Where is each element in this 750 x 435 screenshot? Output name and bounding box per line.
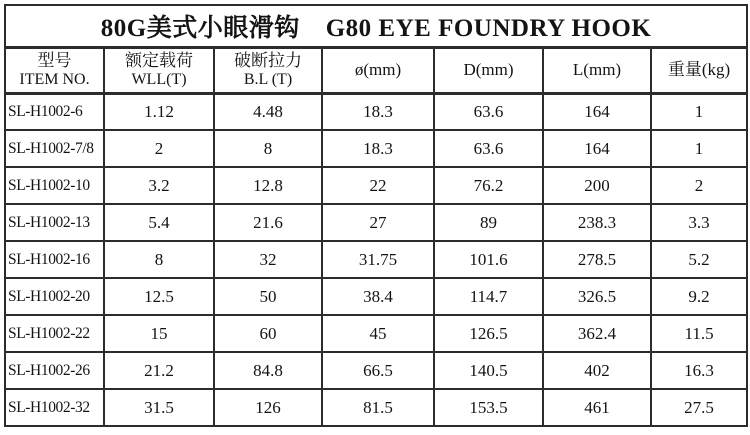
value-cell: 21.2 xyxy=(104,352,214,389)
table-row xyxy=(5,204,747,241)
item-no-cell: SL-H1002-16 xyxy=(5,241,104,278)
value-cell: 38.4 xyxy=(322,278,434,315)
value-cell: 1.12 xyxy=(104,93,214,130)
header-line-cn: 额定载荷 xyxy=(125,50,193,70)
table-row xyxy=(5,389,747,426)
value-cell: 402 xyxy=(543,352,651,389)
value-cell: 114.7 xyxy=(434,278,543,315)
value-cell: 31.5 xyxy=(104,389,214,426)
value-cell: 31.75 xyxy=(322,241,434,278)
value-cell: 84.8 xyxy=(214,352,322,389)
value-cell: 5.2 xyxy=(651,241,747,278)
value-cell: 63.6 xyxy=(434,130,543,167)
value-cell: 153.5 xyxy=(434,389,543,426)
table-body xyxy=(5,93,747,426)
item-no-cell: SL-H1002-13 xyxy=(5,204,104,241)
value-cell: 101.6 xyxy=(434,241,543,278)
value-cell: 9.2 xyxy=(651,278,747,315)
value-cell: 16.3 xyxy=(651,352,747,389)
value-cell: 164 xyxy=(543,130,651,167)
value-cell: 461 xyxy=(543,389,651,426)
column-header-d-mm-: D(mm) xyxy=(434,47,543,93)
value-cell: 1 xyxy=(651,130,747,167)
value-cell: 76.2 xyxy=(434,167,543,204)
value-cell: 22 xyxy=(322,167,434,204)
value-cell: 8 xyxy=(104,241,214,278)
value-cell: 50 xyxy=(214,278,322,315)
title-chinese: 80G美式小眼滑钩 xyxy=(100,14,300,42)
column-header-l-mm-: L(mm) xyxy=(543,47,651,93)
header-line-cn: 型号 xyxy=(37,50,72,70)
value-cell: 27.5 xyxy=(651,389,747,426)
value-cell: 27 xyxy=(322,204,434,241)
value-cell: 2 xyxy=(104,130,214,167)
item-no-cell: SL-H1002-6 xyxy=(5,93,104,130)
value-cell: 12.5 xyxy=(104,278,214,315)
page-title xyxy=(5,5,747,47)
header-line-cn: 破断拉力 xyxy=(234,50,302,70)
column-header-b-l-t- xyxy=(214,47,322,93)
item-no-cell: SL-H1002-10 xyxy=(5,167,104,204)
value-cell: 81.5 xyxy=(322,389,434,426)
item-no-cell: SL-H1002-32 xyxy=(5,389,104,426)
value-cell: 5.4 xyxy=(104,204,214,241)
column-header--mm-: ø(mm) xyxy=(322,47,434,93)
value-cell: 45 xyxy=(322,315,434,352)
table-row xyxy=(5,315,747,352)
value-cell: 200 xyxy=(543,167,651,204)
table-row xyxy=(5,93,747,130)
column-header--kg-: 重量(kg) xyxy=(651,47,747,93)
value-cell: 278.5 xyxy=(543,241,651,278)
header-line-en: WLL(T) xyxy=(131,70,187,88)
item-no-cell: SL-H1002-20 xyxy=(5,278,104,315)
value-cell: 60 xyxy=(214,315,322,352)
value-cell: 3.3 xyxy=(651,204,747,241)
table-row xyxy=(5,241,747,278)
table-row xyxy=(5,167,747,204)
table-row xyxy=(5,352,747,389)
value-cell: 1 xyxy=(651,93,747,130)
column-header-wll-t- xyxy=(104,47,214,93)
value-cell: 2 xyxy=(651,167,747,204)
value-cell: 12.8 xyxy=(214,167,322,204)
value-cell: 126 xyxy=(214,389,322,426)
value-cell: 18.3 xyxy=(322,130,434,167)
item-no-cell: SL-H1002-26 xyxy=(5,352,104,389)
table-row xyxy=(5,278,747,315)
value-cell: 66.5 xyxy=(322,352,434,389)
value-cell: 238.3 xyxy=(543,204,651,241)
title-english: G80 EYE FOUNDRY HOOK xyxy=(325,14,652,42)
item-no-cell: SL-H1002-7/8 xyxy=(5,130,104,167)
value-cell: 89 xyxy=(434,204,543,241)
value-cell: 11.5 xyxy=(651,315,747,352)
value-cell: 15 xyxy=(104,315,214,352)
header-line-en: ITEM NO. xyxy=(19,70,90,88)
table-row xyxy=(5,130,747,167)
value-cell: 63.6 xyxy=(434,93,543,130)
header-row xyxy=(5,47,747,93)
value-cell: 8 xyxy=(214,130,322,167)
value-cell: 3.2 xyxy=(104,167,214,204)
value-cell: 126.5 xyxy=(434,315,543,352)
value-cell: 164 xyxy=(543,93,651,130)
value-cell: 4.48 xyxy=(214,93,322,130)
value-cell: 362.4 xyxy=(543,315,651,352)
value-cell: 140.5 xyxy=(434,352,543,389)
value-cell: 21.6 xyxy=(214,204,322,241)
spec-table xyxy=(4,4,748,427)
value-cell: 326.5 xyxy=(543,278,651,315)
value-cell: 18.3 xyxy=(322,93,434,130)
header-line-en: B.L (T) xyxy=(243,70,293,88)
column-header-item-no- xyxy=(5,47,104,93)
value-cell: 32 xyxy=(214,241,322,278)
item-no-cell: SL-H1002-22 xyxy=(5,315,104,352)
title-row xyxy=(5,5,747,47)
